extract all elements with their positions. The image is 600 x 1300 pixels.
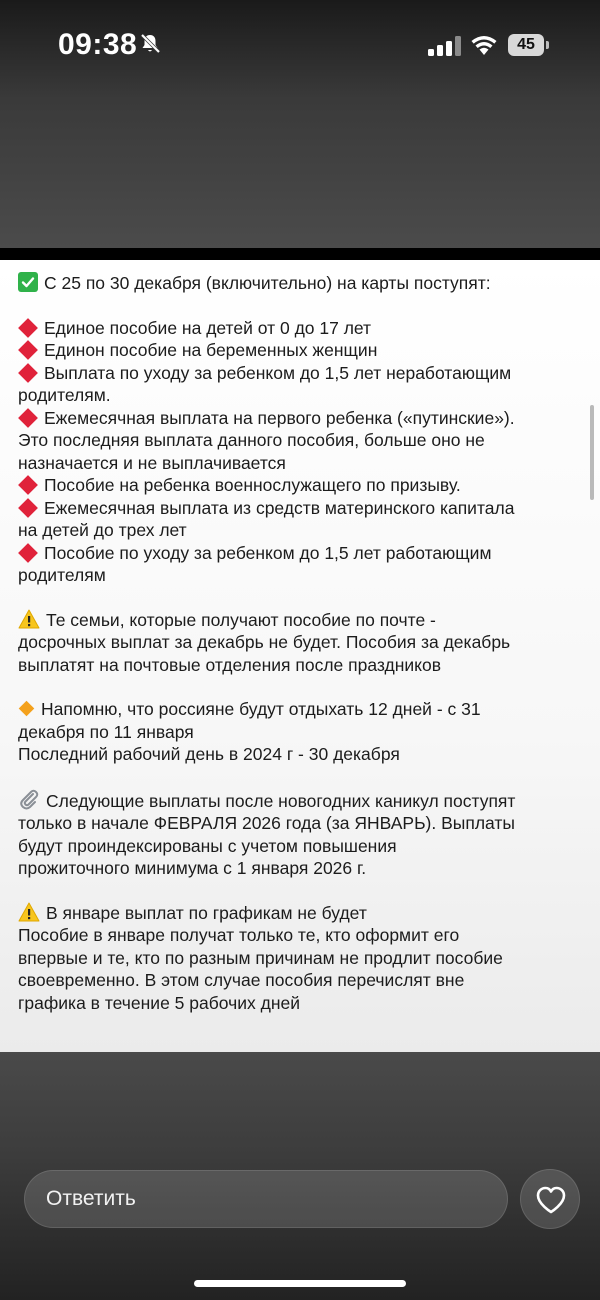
list-item: Ежемесячная выплата на первого ребенка («путинские»). Это последняя выплата данного пособия, больше оно не назначается и не выплачивается <box>18 407 515 473</box>
reply-input[interactable] <box>24 1170 508 1228</box>
story-image <box>0 260 600 1052</box>
battery-level: 45 <box>508 34 544 56</box>
red-diamond-icon <box>18 475 38 495</box>
list-item: Ежемесячная выплата из средств материнского капитала на детей до трех лет <box>18 497 515 540</box>
list-item: Пособие по уходу за ребенком до 1,5 лет работающим родителям <box>18 542 492 585</box>
battery-tip <box>546 41 549 49</box>
check-mark-button-icon <box>18 272 38 292</box>
signal-icon <box>428 36 462 56</box>
intro-paragraph <box>18 272 586 295</box>
red-diamond-icon <box>18 543 38 563</box>
list-item: Единое пособие на детей от 0 до 17 лет <box>18 317 586 340</box>
bell-slash-icon <box>138 32 162 56</box>
warning-icon <box>18 902 40 922</box>
paperclip-icon <box>18 788 40 810</box>
story-top-border <box>0 248 600 260</box>
list-item: Пособие на ребенка военнослужащего по призыву. <box>18 474 586 497</box>
wifi-icon <box>470 33 498 57</box>
red-diamond-icon <box>18 318 38 338</box>
holidays-paragraph: Напомню, что россияне будут отдыхать 12 дней - с 31 декабря по 11 января Последний рабочий день в 2024 г - 30 декабря <box>18 699 481 764</box>
heart-icon <box>535 1185 567 1215</box>
battery-indicator <box>508 34 550 56</box>
red-diamond-icon <box>18 340 38 360</box>
red-diamond-icon <box>18 498 38 518</box>
status-bar <box>0 0 600 90</box>
reply-placeholder: Ответить <box>46 1187 136 1210</box>
red-diamond-icon <box>18 363 38 383</box>
intro-text: С 25 по 30 декабря (включительно) на карты поступят: <box>44 273 491 293</box>
like-button[interactable] <box>520 1169 580 1229</box>
benefits-list <box>18 317 586 587</box>
post-warning-paragraph: Те семьи, которые получают пособие по почте - досрочных выплат за декабрь не будет. Пособия за декабрь выплатят на почтовые отделения после праздников <box>18 609 511 675</box>
scroll-indicator[interactable] <box>590 405 594 500</box>
next-payments-paragraph: Следующие выплаты после новогодних каникул поступят только в начале ФЕВРАЛЯ 2026 года (за ЯНВАРЬ). Выплаты будут проиндексированы с учетом повышения прожиточного минимума с 1 января 2026 г. <box>18 788 586 880</box>
january-paragraph: В январе выплат по графикам не будет Пособие в январе получат только те, кто оформит его впервые и те, кто по разным причинам не продлит пособие своевременно. В этом случае пособия перечислят вне графика в течение 5 рабочих дней <box>18 902 503 1013</box>
story-text <box>18 272 586 1014</box>
status-time: 09:38 <box>58 28 138 61</box>
red-diamond-icon <box>18 408 38 428</box>
list-item: Единон пособие на беременных женщин <box>18 339 586 362</box>
list-item: Выплата по уходу за ребенком до 1,5 лет неработающим родителям. <box>18 362 512 405</box>
warning-icon <box>18 609 40 629</box>
orange-diamond-icon <box>19 701 35 717</box>
home-indicator[interactable] <box>194 1280 406 1287</box>
